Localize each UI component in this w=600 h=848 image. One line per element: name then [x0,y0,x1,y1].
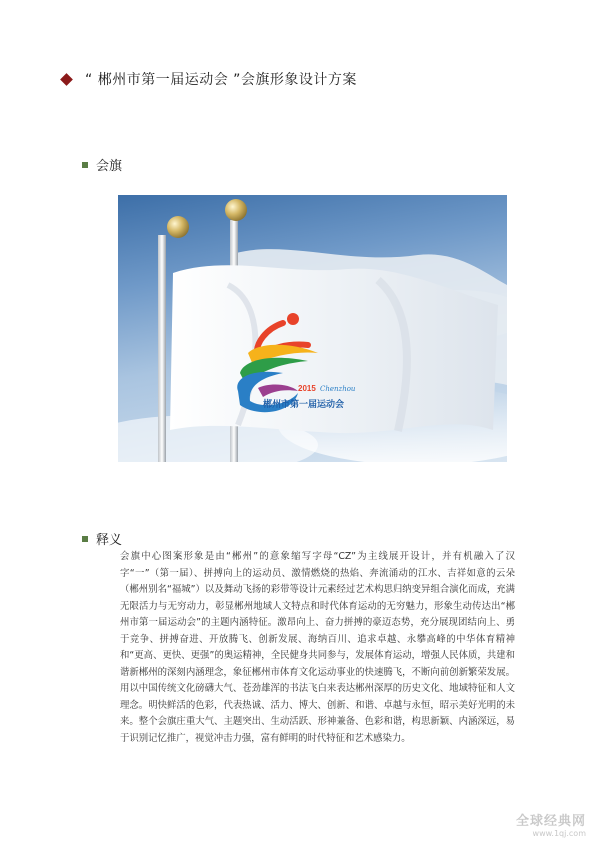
watermark-text: 全球经典网 [515,814,586,829]
logo-year: 2015 [298,384,316,393]
flag-pole-left [158,235,166,462]
page-title: “ 郴州市第一届运动会 ”会旗形象设计方案 [85,72,357,88]
logo-script: Chenzhou [320,385,356,393]
header [62,69,357,89]
section-title-meaning: 释义 [96,533,123,548]
section-flag-heading [82,155,122,174]
pole-finial-left-icon [167,216,189,238]
square-bullet-icon [82,162,88,168]
section-meaning-heading [82,529,122,548]
watermark-url: www.1qj.com [532,829,586,838]
pole-finial-right-icon [225,199,247,221]
square-bullet-icon [82,536,88,542]
flag-illustration [118,195,507,462]
logo-text: 郴州市第一届运动会 [263,400,345,410]
meaning-paragraph: 会旗中心图案形象是由“郴州”的意象缩写字母“CZ”为主线展开设计，并有机融入了汉字“一”（第一届）、拼搏向上的运动员、激情燃烧的热焰、奔流涌动的江水、吉祥如意的云朵（郴州别名“福城”）以及舞动飞扬的彩带等设计元素经过艺术构思归纳变异组合演化而成，充满无限活力与无穷动力，彰显郴州地域人文特点和时代体育运动的无穷魅力，形象生动传达出“郴州市第一届运动会”的主题内涵特征。激昂向上、奋力拼搏的豪迈态势，充分展现团结向上、勇于竞争、拼搏奋进、开放腾飞、创新发展、海纳百川、追求卓越、永攀高峰的中华体育精神和“更高、更快、更强”的奥运精神，全民健身共同参与，发展体育运动，增强人民体质，共建和谐新郴州的深刻内涵理念，象征郴州市体育文化运动事业的快速腾飞，不断向前创新繁荣发展。用以中国传统文化磅礴大气、苍劲雄浑的书法飞白来表达郴州深厚的历史文化、地域特征和人文理念。明快鲜活的色彩，代表热诚、活力、博大、创新、和谐、卓越与永恒，昭示美好光明的未来。整个会旗庄重大气、主题突出、生动活跃、形神兼备、色彩和谐，构思新颖、内涵深远，易于识别记忆推广，视觉冲击力强，富有鲜明的时代特征和艺术感染力。 [120,551,515,744]
section-title-flag: 会旗 [96,159,123,174]
flag-photo [118,195,507,462]
watermark [516,810,586,838]
diamond-bullet-icon [60,73,73,86]
